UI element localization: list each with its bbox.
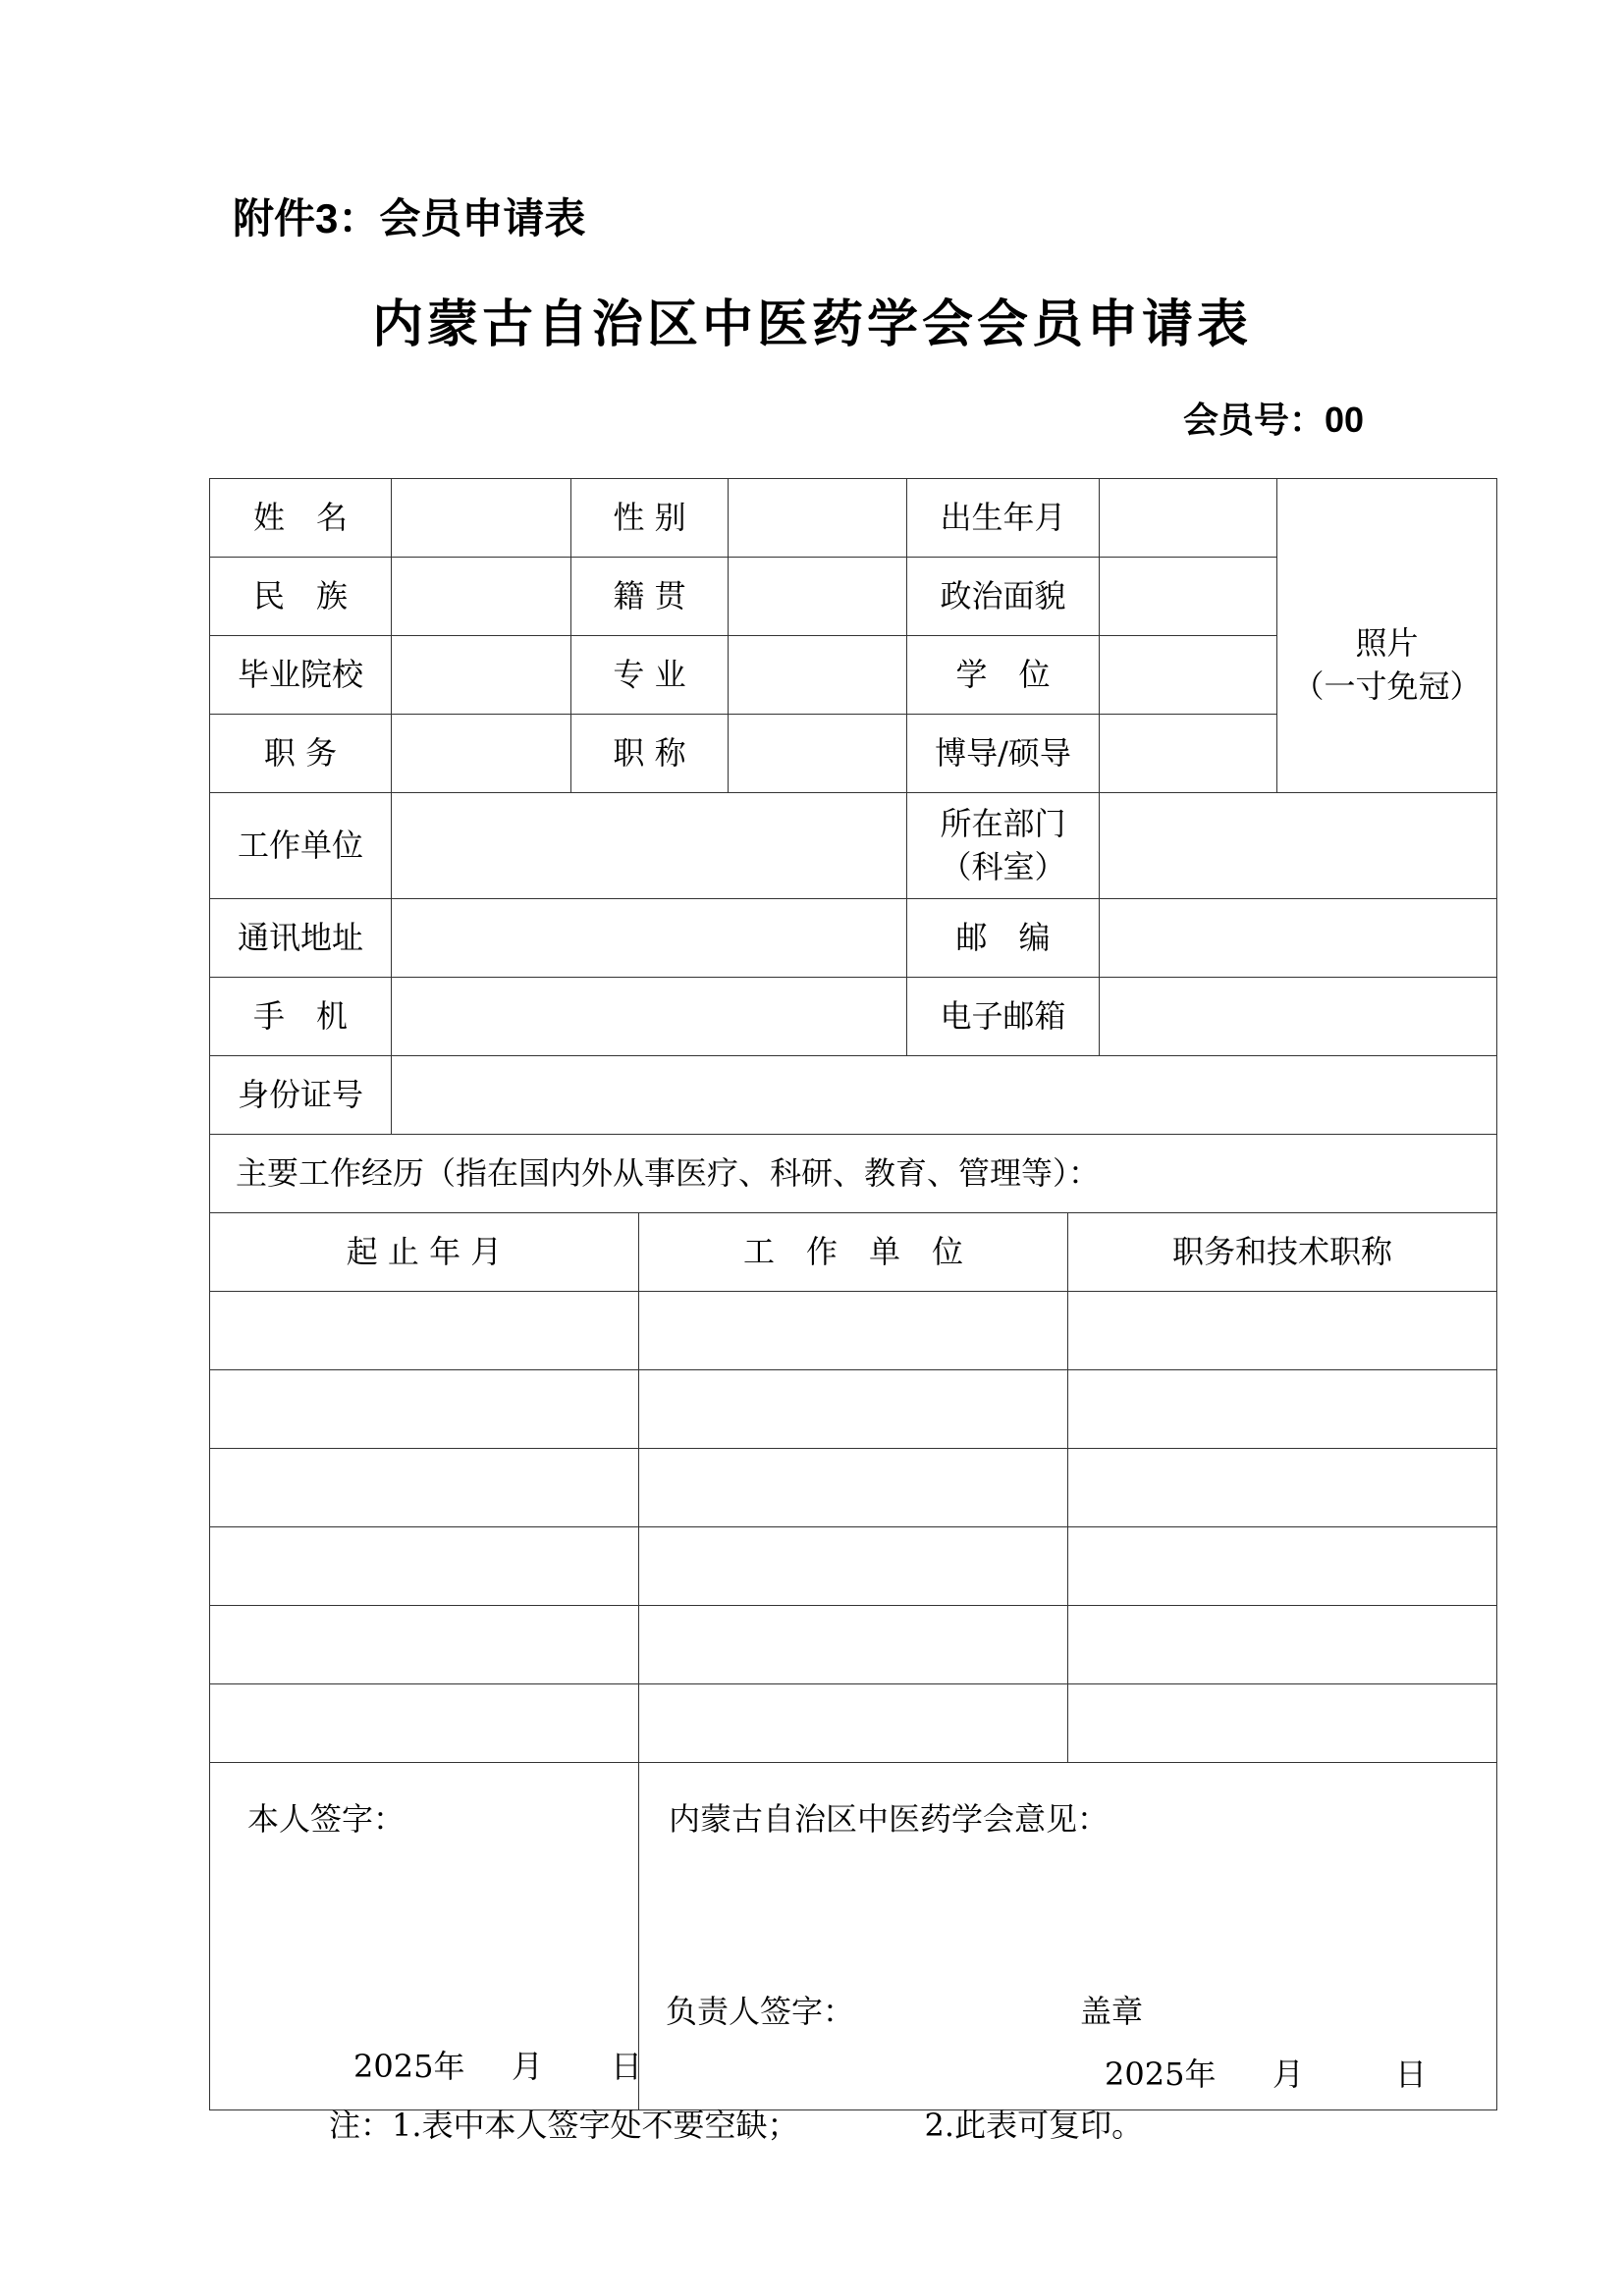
work-employer-cell[interactable] [639,1449,1068,1527]
department-label [907,793,1100,899]
birth-label: 出生年月 [907,479,1100,558]
mobile-label: 手 机 [210,978,392,1056]
work-employer-cell[interactable] [639,1370,1068,1449]
self-date-day: 日 [611,2048,643,2085]
photo-label: 照片 [1355,625,1419,662]
footnote [329,2101,1143,2146]
birth-field[interactable] [1100,479,1277,558]
page-title: 内蒙古自治区中医药学会会员申请表 [371,296,1252,353]
column-header-title: 职务和技术职称 [1068,1213,1497,1292]
postcode-label: 邮 编 [907,899,1100,978]
self-date-month: 月 [512,2048,544,2085]
political-status-label: 政治面貌 [907,558,1100,636]
society-date-month: 月 [1272,2056,1305,2093]
school-label: 毕业院校 [210,636,392,715]
society-opinion-box[interactable] [639,1763,1497,2110]
table-row [210,1684,1497,1763]
employer-label: 工作单位 [210,793,392,899]
work-employer-cell[interactable] [639,1606,1068,1684]
id-number-label: 身份证号 [210,1056,392,1135]
political-status-field[interactable] [1100,558,1277,636]
photo-note: （一寸免冠） [1292,667,1482,704]
gender-label: 性 别 [571,479,729,558]
employer-field[interactable] [392,793,907,899]
email-label: 电子邮箱 [907,978,1100,1056]
id-number-field[interactable] [392,1056,1497,1135]
table-row [210,793,1497,899]
work-employer-cell[interactable] [639,1292,1068,1370]
leader-signature-label: 负责人签字： [666,1993,855,2030]
address-field[interactable] [392,899,907,978]
table-header-row [210,1213,1497,1292]
work-title-cell[interactable] [1068,1292,1497,1370]
address-label: 通讯地址 [210,899,392,978]
work-employer-cell[interactable] [639,1527,1068,1606]
degree-field[interactable] [1100,636,1277,715]
work-period-cell[interactable] [210,1606,639,1684]
table-row [210,899,1497,978]
native-place-field[interactable] [729,558,907,636]
supervisor-field[interactable] [1100,715,1277,793]
signature-row [210,1763,1497,2110]
column-header-employer: 工 作 单 位 [639,1213,1068,1292]
title-field[interactable] [729,715,907,793]
work-title-cell[interactable] [1068,1370,1497,1449]
seal-label: 盖章 [1080,1993,1144,2030]
department-label-note: （科室） [940,847,1066,885]
work-period-cell[interactable] [210,1292,639,1370]
mobile-field[interactable] [392,978,907,1056]
ethnicity-label: 民 族 [210,558,392,636]
society-opinion-label: 内蒙古自治区中医药学会意见： [669,1800,1110,1838]
work-title-cell[interactable] [1068,1606,1497,1684]
name-field[interactable] [392,479,571,558]
table-row [210,1449,1497,1527]
name-label: 姓 名 [210,479,392,558]
gender-field[interactable] [729,479,907,558]
native-place-label: 籍 贯 [571,558,729,636]
self-date-year: 2025年 [353,2048,465,2085]
footnote-item-1: 注：1.表中本人签字处不要空缺； [329,2107,799,2144]
footnote-item-2: 2.此表可复印。 [924,2107,1144,2144]
work-period-cell[interactable] [210,1370,639,1449]
self-signature-label: 本人签字： [247,1800,406,1838]
title-label: 职 称 [571,715,729,793]
work-title-cell[interactable] [1068,1449,1497,1527]
work-title-cell[interactable] [1068,1684,1497,1763]
email-field[interactable] [1100,978,1497,1056]
table-row [210,1135,1497,1213]
postcode-field[interactable] [1100,899,1497,978]
work-history-table [209,1212,1497,2110]
degree-label: 学 位 [907,636,1100,715]
member-number: 会员号：00 [1183,400,1365,440]
department-label-text: 所在部门 [940,805,1066,843]
society-date-day: 日 [1395,2056,1428,2093]
work-period-cell[interactable] [210,1527,639,1606]
work-history-heading: 主要工作经历（指在国内外从事医疗、科研、教育、管理等）： [210,1135,1497,1213]
major-label: 专 业 [571,636,729,715]
photo-box[interactable] [1277,479,1497,793]
table-row [210,1527,1497,1606]
table-row [210,479,1497,558]
self-signature-box[interactable] [210,1763,643,2110]
work-employer-cell[interactable] [639,1684,1068,1763]
table-row [210,1292,1497,1370]
work-title-cell[interactable] [1068,1527,1497,1606]
work-period-cell[interactable] [210,1684,639,1763]
position-field[interactable] [392,715,571,793]
table-row [210,1606,1497,1684]
personal-info-table [209,478,1497,1213]
attachment-heading: 附件3：会员申请表 [233,195,586,241]
table-row [210,978,1497,1056]
position-label: 职 务 [210,715,392,793]
ethnicity-field[interactable] [392,558,571,636]
society-date-year: 2025年 [1105,2056,1217,2093]
table-row [210,1056,1497,1135]
department-field[interactable] [1100,793,1497,899]
school-field[interactable] [392,636,571,715]
column-header-period: 起 止 年 月 [210,1213,639,1292]
work-period-cell[interactable] [210,1449,639,1527]
table-row [210,1370,1497,1449]
major-field[interactable] [729,636,907,715]
supervisor-label: 博导/硕导 [907,715,1100,793]
